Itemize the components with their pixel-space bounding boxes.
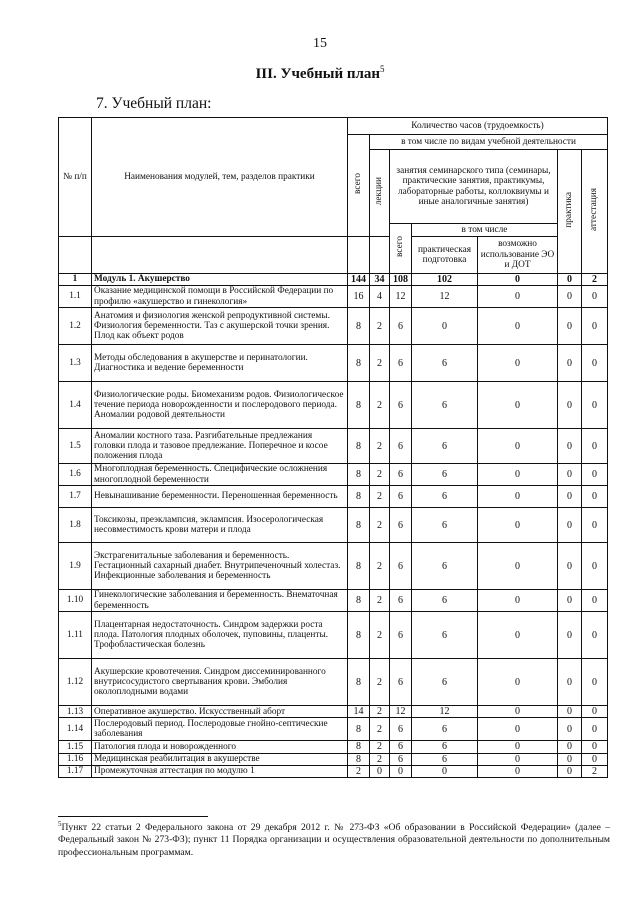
cell-eo: 0 (478, 765, 558, 777)
cell-practice: 0 (558, 308, 582, 345)
cell-prac: 12 (412, 286, 478, 308)
cell-att: 0 (582, 718, 608, 741)
table-row (59, 286, 608, 308)
footnote-divider (58, 816, 208, 817)
cell-att: 0 (582, 612, 608, 659)
cell-att: 0 (582, 706, 608, 718)
cell-lec: 4 (370, 286, 390, 308)
cell-num: 1.2 (59, 308, 92, 345)
cell-practice: 0 (558, 274, 582, 286)
cell-eo: 0 (478, 590, 558, 612)
cell-lec: 2 (370, 741, 390, 753)
header-attestation (582, 150, 608, 274)
cell-sem: 108 (390, 274, 412, 286)
cell-name: Физиологические роды. Биомеханизм родов. Физиологическое течение периода новорожденности и послеродового периода. Аномалии родовой деятельности (92, 382, 348, 429)
cell-name: Токсикозы, преэклампсия, эклампсия. Изосерологическая несовместимость крови матери и плода (92, 508, 348, 543)
cell-sem: 6 (390, 308, 412, 345)
cell-name: Многоплодная беременность. Специфические осложнения многоплодной беременности (92, 464, 348, 486)
cell-practice: 0 (558, 286, 582, 308)
cell-total: 8 (348, 718, 370, 741)
cell-total: 8 (348, 382, 370, 429)
cell-sem: 12 (390, 286, 412, 308)
cell-prac: 6 (412, 753, 478, 765)
cell-total: 8 (348, 659, 370, 706)
cell-prac: 0 (412, 765, 478, 777)
cell-lec: 0 (370, 765, 390, 777)
cell-num: 1.5 (59, 429, 92, 464)
table-row (59, 543, 608, 590)
cell-total: 8 (348, 464, 370, 486)
table-row (59, 486, 608, 508)
cell-prac: 6 (412, 429, 478, 464)
cell-total: 8 (348, 753, 370, 765)
cell-sem: 6 (390, 486, 412, 508)
cell-total: 8 (348, 612, 370, 659)
header-practical-training: практическая подготовка (412, 237, 478, 274)
cell-sem: 6 (390, 753, 412, 765)
cell-practice: 0 (558, 345, 582, 382)
cell-prac: 0 (412, 308, 478, 345)
header-name: Наименования модулей, тем, разделов практики (92, 118, 348, 237)
cell-prac: 6 (412, 486, 478, 508)
cell-num: 1.1 (59, 286, 92, 308)
cell-total: 8 (348, 543, 370, 590)
cell-name: Анатомия и физиология женской репродуктивной системы. Физиология беременности. Таз с акушерской точки зрения. Плод как объект родов (92, 308, 348, 345)
cell-practice: 0 (558, 706, 582, 718)
cell-sem: 12 (390, 706, 412, 718)
cell-name: Послеродовый период. Послеродовые гнойно-септические заболевания (92, 718, 348, 741)
cell-total: 8 (348, 508, 370, 543)
cell-practice: 0 (558, 429, 582, 464)
cell-prac: 6 (412, 741, 478, 753)
cell-lec: 2 (370, 464, 390, 486)
cell-eo: 0 (478, 486, 558, 508)
cell-sem: 6 (390, 718, 412, 741)
cell-name: Плацентарная недостаточность. Синдром задержки роста плода. Патология плодных оболочек, пуповины, плаценты. Трофобластическая болезнь (92, 612, 348, 659)
table-row (59, 429, 608, 464)
cell-eo: 0 (478, 308, 558, 345)
cell-eo: 0 (478, 286, 558, 308)
header-practice-text: практика (564, 191, 575, 228)
cell-num: 1.11 (59, 612, 92, 659)
curriculum-table-body (59, 274, 608, 778)
cell-name: Оказание медицинской помощи в Российской Федерации по профилю «акушерство и гинекология» (92, 286, 348, 308)
table-row (59, 718, 608, 741)
cell-prac: 6 (412, 659, 478, 706)
cell-att: 0 (582, 345, 608, 382)
cell-sem: 6 (390, 741, 412, 753)
cell-practice: 0 (558, 508, 582, 543)
cell-num: 1.6 (59, 464, 92, 486)
cell-num: 1.9 (59, 543, 92, 590)
section-title (0, 64, 640, 83)
table-row (59, 706, 608, 718)
cell-sem: 6 (390, 543, 412, 590)
cell-name: Гинекологические заболевания и беременность. Внематочная беременность (92, 590, 348, 612)
header-hours: Количество часов (трудоемкость) (348, 118, 608, 135)
cell-num: 1.14 (59, 718, 92, 741)
cell-num: 1.4 (59, 382, 92, 429)
cell-eo: 0 (478, 659, 558, 706)
page-number: 15 (313, 36, 327, 51)
cell-lec: 2 (370, 429, 390, 464)
cell-num: 1 (59, 274, 92, 286)
cell-total: 8 (348, 486, 370, 508)
cell-eo: 0 (478, 345, 558, 382)
cell-num: 1.8 (59, 508, 92, 543)
cell-lec: 2 (370, 659, 390, 706)
cell-lec: 2 (370, 753, 390, 765)
cell-name: Аномалии костного таза. Разгибательные предлежания головки плода и тазовое предлежание. Поперечное и косое положения плода (92, 429, 348, 464)
cell-prac: 6 (412, 612, 478, 659)
cell-sem: 6 (390, 590, 412, 612)
table-row (59, 274, 608, 286)
cell-att: 0 (582, 308, 608, 345)
cell-practice: 0 (558, 612, 582, 659)
cell-total: 14 (348, 706, 370, 718)
cell-sem: 6 (390, 382, 412, 429)
table-row (59, 659, 608, 706)
cell-name: Промежуточная аттестация по модулю 1 (92, 765, 348, 777)
cell-lec: 2 (370, 508, 390, 543)
cell-num: 1.3 (59, 345, 92, 382)
cell-sem: 6 (390, 508, 412, 543)
cell-att: 0 (582, 464, 608, 486)
footnote-ref: 5 (380, 64, 385, 74)
cell-lec: 2 (370, 590, 390, 612)
cell-practice: 0 (558, 464, 582, 486)
footnote-marker: 5 (58, 820, 62, 828)
cell-prac: 6 (412, 382, 478, 429)
header-practice (558, 150, 582, 274)
cell-practice: 0 (558, 382, 582, 429)
cell-lec: 2 (370, 308, 390, 345)
cell-total: 8 (348, 345, 370, 382)
cell-prac: 6 (412, 543, 478, 590)
table-row (59, 345, 608, 382)
cell-num: 1.7 (59, 486, 92, 508)
table-row (59, 508, 608, 543)
cell-name: Оперативное акушерство. Искусственный аборт (92, 706, 348, 718)
cell-name: Патология плода и новорожденного (92, 741, 348, 753)
plan-title: 7. Учебный план: (96, 95, 212, 112)
cell-att: 0 (582, 429, 608, 464)
cell-name: Невынашивание беременности. Переношенная беременность (92, 486, 348, 508)
cell-name: Модуль 1. Акушерство (92, 274, 348, 286)
cell-total: 8 (348, 590, 370, 612)
table-row (59, 382, 608, 429)
header-lectures (370, 150, 390, 237)
header-blank-name (92, 237, 348, 274)
footnote-text: Пункт 22 статьи 2 Федерального закона от 29 декабря 2012 г. № 273-ФЗ «Об образовании в Российской Федерации» (далее – Федеральный закон № 273-ФЗ); пункт 11 Порядка организации и осуществления образовательной деятельности по дополнительным профессиональным программам. (58, 822, 610, 858)
cell-lec: 34 (370, 274, 390, 286)
cell-att: 0 (582, 753, 608, 765)
cell-att: 0 (582, 741, 608, 753)
cell-practice: 0 (558, 741, 582, 753)
cell-lec: 2 (370, 706, 390, 718)
footnote (58, 820, 610, 859)
cell-att: 2 (582, 274, 608, 286)
cell-num: 1.13 (59, 706, 92, 718)
header-total (348, 135, 370, 237)
cell-att: 0 (582, 508, 608, 543)
cell-eo: 0 (478, 612, 558, 659)
cell-prac: 6 (412, 345, 478, 382)
header-total-text: всего (353, 173, 364, 195)
cell-practice: 0 (558, 659, 582, 706)
table-row (59, 753, 608, 765)
cell-att: 0 (582, 486, 608, 508)
cell-lec: 2 (370, 718, 390, 741)
header-blank-lectures (370, 237, 390, 274)
cell-lec: 2 (370, 612, 390, 659)
cell-sem: 6 (390, 659, 412, 706)
cell-num: 1.10 (59, 590, 92, 612)
cell-sem: 6 (390, 429, 412, 464)
cell-sem: 0 (390, 765, 412, 777)
cell-total: 2 (348, 765, 370, 777)
cell-practice: 0 (558, 590, 582, 612)
cell-eo: 0 (478, 382, 558, 429)
cell-name: Медицинская реабилитация в акушерстве (92, 753, 348, 765)
cell-att: 0 (582, 659, 608, 706)
cell-eo: 0 (478, 706, 558, 718)
curriculum-table (58, 117, 608, 778)
table-row (59, 612, 608, 659)
cell-att: 0 (582, 590, 608, 612)
cell-lec: 2 (370, 543, 390, 590)
cell-practice: 0 (558, 753, 582, 765)
cell-name: Акушерские кровотечения. Синдром диссеминированного внутрисосудистого свертывания крови. Эмболия околоплодными водами (92, 659, 348, 706)
cell-att: 0 (582, 543, 608, 590)
cell-eo: 0 (478, 741, 558, 753)
header-blank-num (59, 237, 92, 274)
cell-prac: 6 (412, 590, 478, 612)
cell-eo: 0 (478, 508, 558, 543)
cell-practice: 0 (558, 486, 582, 508)
header-sem-total-text: всего (395, 236, 406, 258)
cell-prac: 6 (412, 464, 478, 486)
table-row (59, 741, 608, 753)
cell-num: 1.17 (59, 765, 92, 777)
header-eo-dot: возможно использование ЭО и ДОТ (478, 237, 558, 274)
cell-prac: 102 (412, 274, 478, 286)
header-blank-total (348, 237, 370, 274)
section-title-text: III. Учебный план (255, 66, 381, 82)
cell-sem: 6 (390, 612, 412, 659)
cell-total: 144 (348, 274, 370, 286)
cell-num: 1.15 (59, 741, 92, 753)
cell-prac: 12 (412, 706, 478, 718)
cell-name: Экстрагенитальные заболевания и беременность. Гестационный сахарный диабет. Внутрипеченочный холестаз. Инфекционные заболевания и беременность (92, 543, 348, 590)
cell-sem: 6 (390, 345, 412, 382)
cell-sem: 6 (390, 464, 412, 486)
header-by-type: в том числе по видам учебной деятельности (370, 135, 608, 150)
cell-num: 1.16 (59, 753, 92, 765)
header-lectures-text: лекции (374, 177, 385, 206)
header-including: в том числе (412, 224, 558, 237)
cell-att: 2 (582, 765, 608, 777)
cell-att: 0 (582, 382, 608, 429)
cell-lec: 2 (370, 345, 390, 382)
table-row (59, 765, 608, 777)
cell-total: 16 (348, 286, 370, 308)
header-attestation-text: аттестация (589, 188, 600, 232)
table-row (59, 464, 608, 486)
header-sem-total (390, 224, 412, 274)
cell-total: 8 (348, 741, 370, 753)
cell-prac: 6 (412, 508, 478, 543)
table-row (59, 308, 608, 345)
cell-lec: 2 (370, 382, 390, 429)
cell-eo: 0 (478, 274, 558, 286)
cell-name: Методы обследования в акушерстве и перинатологии. Диагностика и ведение беременности (92, 345, 348, 382)
cell-eo: 0 (478, 543, 558, 590)
table-row (59, 590, 608, 612)
cell-num: 1.12 (59, 659, 92, 706)
cell-att: 0 (582, 286, 608, 308)
cell-lec: 2 (370, 486, 390, 508)
cell-practice: 0 (558, 543, 582, 590)
cell-eo: 0 (478, 718, 558, 741)
header-seminar: занятия семинарского типа (семинары, практические занятия, практикумы, лабораторные работы, коллоквиумы и иные аналогичные занятия) (390, 150, 558, 224)
cell-total: 8 (348, 308, 370, 345)
cell-practice: 0 (558, 718, 582, 741)
cell-total: 8 (348, 429, 370, 464)
cell-practice: 0 (558, 765, 582, 777)
cell-eo: 0 (478, 429, 558, 464)
cell-eo: 0 (478, 753, 558, 765)
cell-eo: 0 (478, 464, 558, 486)
cell-prac: 6 (412, 718, 478, 741)
header-num: № п/п (59, 118, 92, 237)
